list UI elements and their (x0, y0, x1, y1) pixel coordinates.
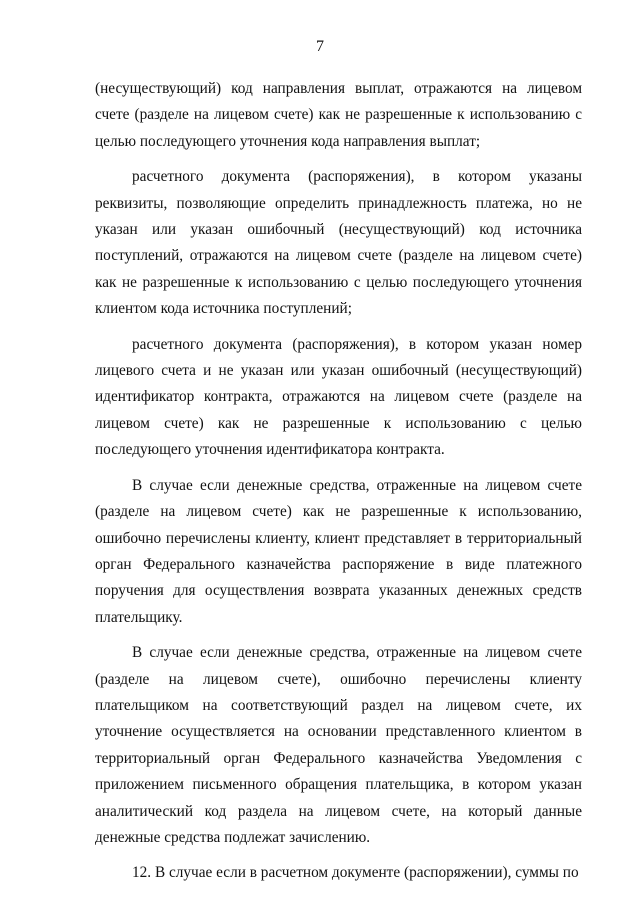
paragraph-clarification: В случае если денежные средства, отраженные на лицевом счете (разделе на лицевом счете), ошибочно перечислены клиенту плательщиком на соответствующий раздел на лицевом счете, их уточнение осуществляется на основании представленного клиентом в территориальный орган Федерального казначейства Уведомления с приложением письменного обращения плательщика, в котором указан аналитический код раздела на лицевом счете, на который данные денежные средства подлежат зачислению. (95, 644, 582, 846)
paragraph-item-12: 12. В случае если в расчетном документе (распоряжении), суммы по (132, 864, 579, 882)
paragraph-contract-id: расчетного документа (распоряжения), в котором указан номер лицевого счета и не указан или указан ошибочный (несуществующий) идентификатор контракта, отражаются на лицевом счете (разделе на лицевом счете) как не разрешенные к использованию с целью последующего уточнения идентификатора контракта. (95, 335, 582, 459)
paragraph-source-code: расчетного документа (распоряжения), в котором указаны реквизиты, позволяющие определить принадлежность платежа, но не указан или указан ошибочный (несуществующий) код источника поступлений, отражаются на лицевом счете (разделе на лицевом счете) как не разрешенные к использованию с целью последующего уточнения клиентом кода источника поступлений; (95, 168, 582, 318)
paragraph-refund: В случае если денежные средства, отраженные на лицевом счете (разделе на лицевом счете) как не разрешенные к использованию, ошибочно перечислены клиенту, клиент представляет в территориальный орган Федерального казначейства распоряжение в виде платежного поручения для осуществления возврата указанных денежных средств плательщику. (95, 476, 582, 626)
paragraph-continuation: (несуществующий) код направления выплат, отражаются на лицевом счете (разделе на лицевом счете) как не разрешенные к использованию с целью последующего уточнения кода направления выплат; (95, 80, 582, 150)
document-body (95, 76, 582, 887)
page-number: 7 (316, 38, 324, 55)
